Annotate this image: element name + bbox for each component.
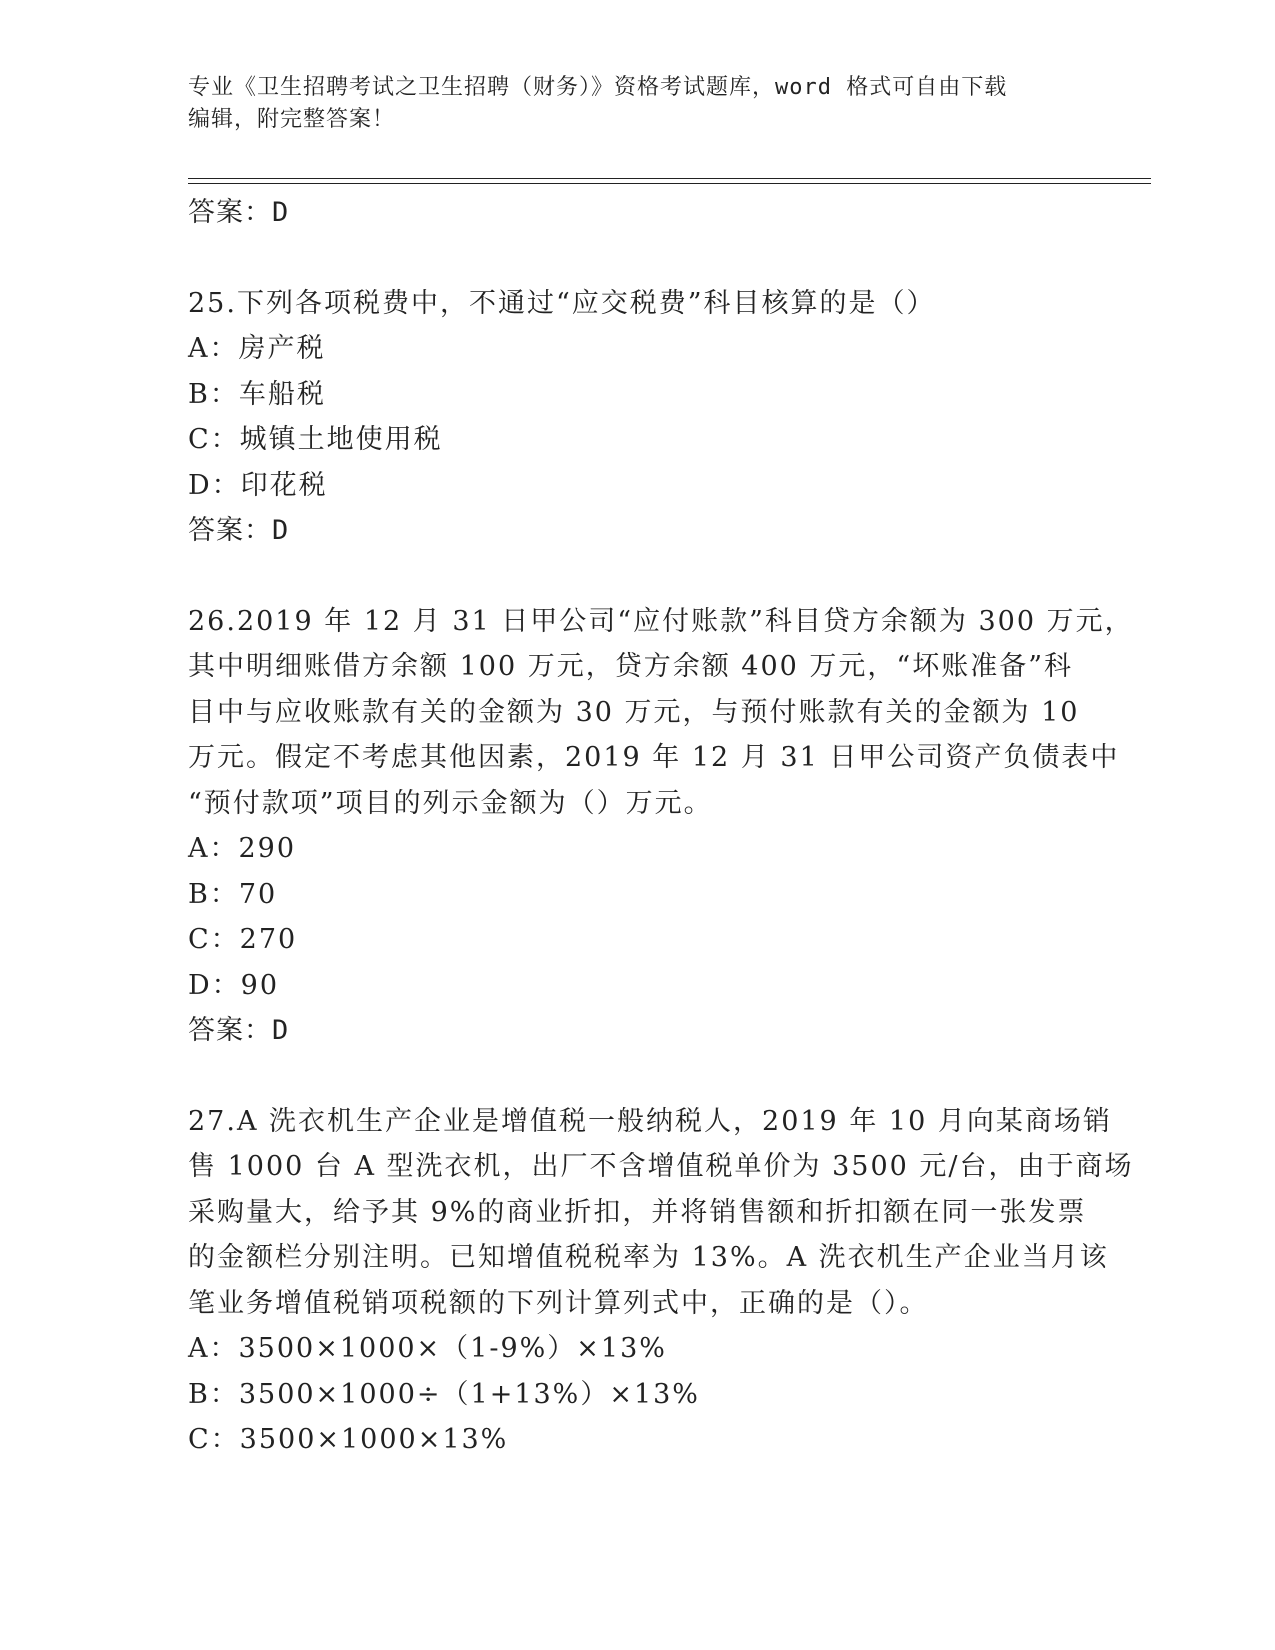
- question-26-stem-line: 其中明细账借方余额 100 万元，贷方余额 400 万元，“坏账准备”科: [188, 651, 1074, 682]
- question-27-stem-line: 27.A 洗衣机生产企业是增值税一般纳税人，2019 年 10 月向某商场销: [188, 1105, 1112, 1137]
- question-25: [188, 281, 1088, 554]
- question-25-stem: 25.下列各项税费中，不通过“应交税费”科目核算的是（）: [188, 287, 936, 319]
- question-27-option-a: A：3500×1000×（1-9%）×13%: [188, 1333, 667, 1364]
- question-25-answer: 答案：D: [188, 515, 290, 546]
- question-26-stem-line: 目中与应收账款有关的金额为 30 万元，与预付账款有关的金额为 10: [188, 696, 1080, 728]
- question-25-option-d: D：印花税: [188, 469, 328, 501]
- question-26-option-a: A：290: [188, 833, 297, 864]
- question-26-stem-line: 26.2019 年 12 月 31 日甲公司“应付账款”科目贷方余额为 300 万元，: [188, 605, 1134, 637]
- question-26-answer: 答案：D: [188, 1015, 290, 1046]
- question-26-option-c: C：270: [188, 924, 298, 955]
- question-25-option-a: A：房产税: [188, 333, 326, 364]
- spacer: [188, 1054, 1088, 1099]
- question-27-option-c: C：3500×1000×13%: [188, 1424, 509, 1455]
- header-divider-top: [188, 178, 1151, 179]
- previous-answer: 答案：D: [188, 197, 290, 228]
- question-27: [188, 1099, 1134, 1463]
- header-divider-bottom: [188, 183, 1151, 184]
- question-26: [188, 599, 1134, 1054]
- question-25-option-b: B：车船税: [188, 378, 326, 410]
- question-27-stem-line: 采购量大，给予其 9%的商业折扣，并将销售额和折扣额在同一张发票: [188, 1196, 1087, 1228]
- header-line-1: 专业《卫生招聘考试之卫生招聘（财务）》资格考试题库，word 格式可自由下载: [188, 75, 1008, 100]
- question-25-option-c: C：城镇土地使用税: [188, 424, 443, 455]
- question-27-stem-line: 的金额栏分别注明。已知增值税税率为 13%。A 洗衣机生产企业当月该: [188, 1242, 1109, 1273]
- spacer: [188, 554, 1088, 599]
- question-26-option-d: D：90: [188, 969, 280, 1001]
- question-27-stem-line: 售 1000 台 A 型洗衣机，出厂不含增值税单价为 3500 元/台，由于商场: [188, 1151, 1134, 1182]
- question-27-option-b: B：3500×1000÷（1+13%）×13%: [188, 1378, 700, 1410]
- question-26-option-b: B：70: [188, 878, 278, 910]
- question-content: [188, 190, 1134, 1463]
- question-27-stem-line: 笔业务增值税销项税额的下列计算列式中，正确的是（）。: [188, 1287, 929, 1319]
- spacer: [188, 236, 1088, 281]
- header-line-2: 编辑，附完整答案！: [188, 107, 396, 132]
- question-26-stem-line: 万元。假定不考虑其他因素，2019 年 12 月 31 日甲公司资产负债表中: [188, 742, 1120, 773]
- document-header: [188, 72, 1068, 136]
- question-26-stem-line: “预付款项”项目的列示金额为（）万元。: [188, 787, 713, 819]
